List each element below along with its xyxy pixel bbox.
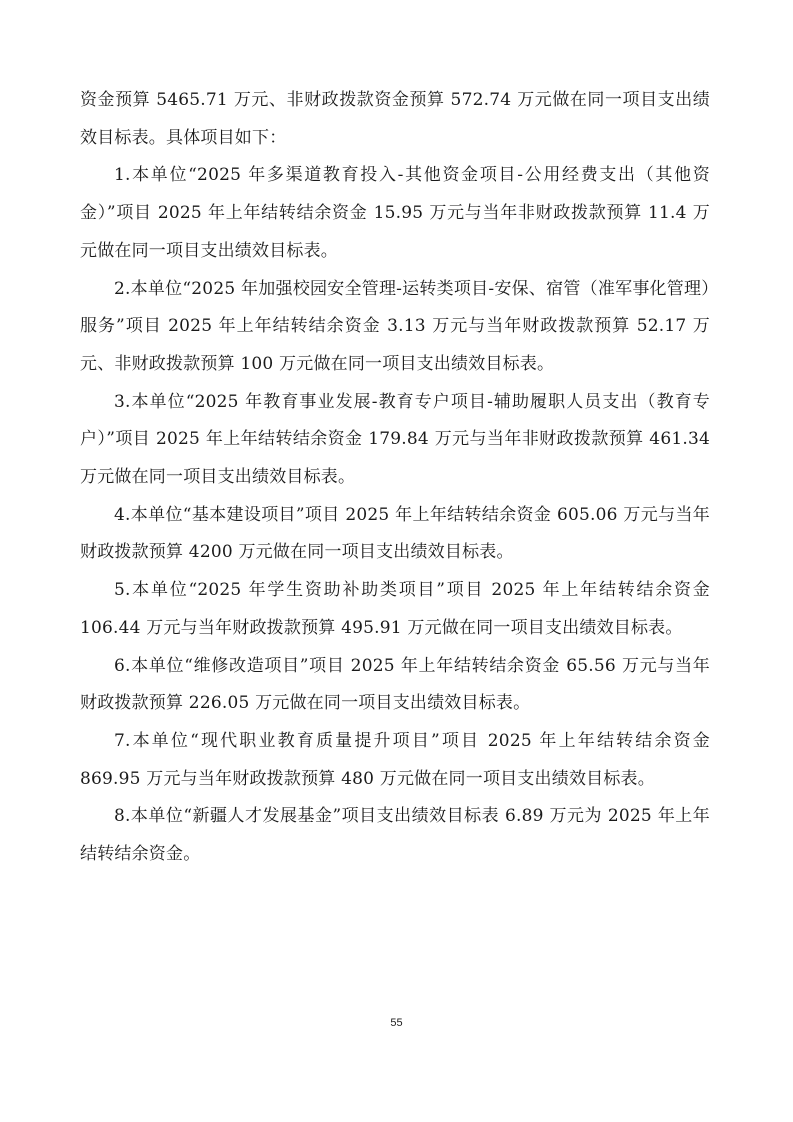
- document-body: [80, 82, 710, 874]
- list-item-7: 7.本单位“现代职业教育质量提升项目”项目 2025 年上年结转结余资金 869.95 万元与当年财政拨款预算 480 万元做在同一项目支出绩效目标表。: [80, 730, 710, 789]
- list-item-2: 2.本单位“2025 年加强校园安全管理-运转类项目-安保、宿管（准军事化管理）服务”项目 2025 年上年结转结余资金 3.13 万元与当年财政拨款预算 52.17 万元、非财政拨款预算 100 万元做在同一项目支出绩效目标表。: [80, 278, 710, 374]
- page-number: 55: [390, 1017, 403, 1029]
- paragraph-continuation: 资金预算 5465.71 万元、非财政拨款资金预算 572.74 万元做在同一项目支出绩效目标表。具体项目如下：: [80, 90, 710, 148]
- list-item-1: 1.本单位“2025 年多渠道教育投入-其他资金项目-公用经费支出（其他资金）”项目 2025 年上年结转结余资金 15.95 万元与当年非财政拨款预算 11.4 万元做在同一项目支出绩效目标表。: [80, 165, 710, 261]
- list-item-6: 6.本单位“维修改造项目”项目 2025 年上年结转结余资金 65.56 万元与当年财政拨款预算 226.05 万元做在同一项目支出绩效目标表。: [80, 655, 710, 714]
- list-item-8: 8.本单位“新疆人才发展基金”项目支出绩效目标表 6.89 万元为 2025 年上年结转结余资金。: [80, 806, 710, 865]
- list-item-5: 5.本单位“2025 年学生资助补助类项目”项目 2025 年上年结转结余资金 106.44 万元与当年财政拨款预算 495.91 万元做在同一项目支出绩效目标表。: [80, 580, 710, 638]
- list-item-4: 4.本单位“基本建设项目”项目 2025 年上年结转结余资金 605.06 万元与当年财政拨款预算 4200 万元做在同一项目支出绩效目标表。: [80, 504, 710, 563]
- list-item-3: 3.本单位“2025 年教育事业发展-教育专户项目-辅助履职人员支出（教育专户）”项目 2025 年上年结转结余资金 179.84 万元与当年非财政拨款预算 461.34 万元做在同一项目支出绩效目标表。: [80, 391, 710, 488]
